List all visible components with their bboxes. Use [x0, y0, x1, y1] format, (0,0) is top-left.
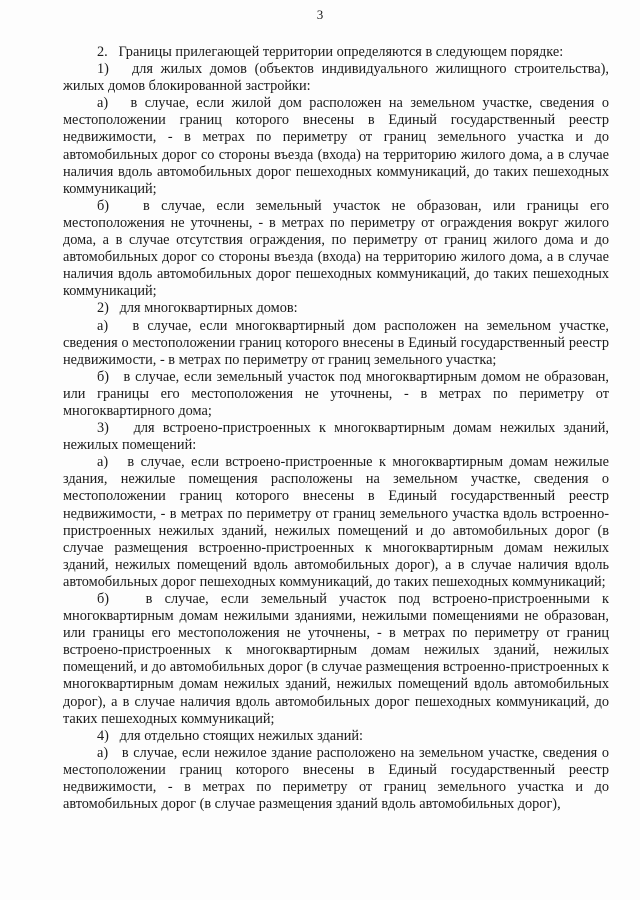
sub-item: б) в случае, если земельный участок не образован, или границы его местоположения не уточнены, - в метрах по периметру от ограждения вокруг жилого дома, а в случае отсутствия ограждения, по периметру от границ жилого дома и до автомобильных дорог со стороны въезда (входа) на территорию жилого дома, а в случае наличия вдоль автомобильных дорог пешеходных коммуникаций, до таких пешеходных коммуникаций;: [63, 197, 609, 300]
sub-item: а) в случае, если многоквартирный дом расположен на земельном участке, сведения о местоположении границ которого внесены в Единый государственный реестр недвижимости, - в метрах по периметру от границ земельного участка;: [63, 317, 609, 368]
list-item: 4) для отдельно стоящих нежилых зданий:: [97, 727, 364, 744]
sub-item: а) в случае, если встроено-пристроенные к многоквартирным домам нежилые здания, нежилые помещения расположены на земельном участке, сведения о местоположении границ которого внесены в Единый государственный реестр недвижимости, - в метрах по периметру от границ земельного участка вдоль встроенно-пристроенных нежилых зданий, нежилых помещений и до автомобильных дорог (в случае размещения встроенно-пристроенных к многоквартирным домам нежилых зданий, нежилых помещений вдоль автомобильных дорог), а в случае наличия вдоль автомобильных дорог пешеходных коммуникаций, до таких пешеходных коммуникаций;: [63, 454, 609, 590]
sub-item: б) в случае, если земельный участок под многоквартирным домом не образован, или границы его местоположения не уточнены, - в метрах по периметру от многоквартирного дома;: [63, 368, 609, 419]
page-number: 3: [316, 7, 324, 22]
sub-item: а) в случае, если жилой дом расположен на земельном участке, сведения о местоположении границ которого внесены в Единый государственный реестр недвижимости, - в метрах по периметру от границ земельного участка и до автомобильных дорог со стороны въезда (входа) на территорию жилого дома, а в случае наличия вдоль автомобильных дорог пешеходных коммуникаций, до таких пешеходных коммуникаций;: [63, 95, 609, 197]
list-item: 3) для встроено-пристроенных к многоквартирным домам нежилых зданий, нежилых помещений:: [63, 420, 609, 454]
section-heading: 2. Границы прилегающей территории определяются в следующем порядке:: [97, 44, 564, 60]
list-item: 1) для жилых домов (объектов индивидуального жилищного строительства), жилых домов блокированной застройки:: [63, 61, 609, 95]
sub-item: б) в случае, если земельный участок под встроено-пристроенными к многоквартирным домам нежилыми зданиями, нежилыми помещениями не образован, или границы его местоположения не уточнены, - в метрах по периметру от границ встроено-пристроенных к многоквартирным домам нежилых зданий, нежилых помещений, и до автомобильных дорог (в случае размещения встроенно-пристроенных к многоквартирным домам нежилых зданий, нежилых помещений вдоль автомобильных дорог), а в случае наличия вдоль автомобильных дорог пешеходных коммуникаций, до таких пешеходных коммуникаций;: [63, 591, 609, 727]
list-item: 2) для многоквартирных домов:: [97, 300, 298, 317]
document-body: [63, 44, 609, 813]
sub-item: а) в случае, если нежилое здание расположено на земельном участке, сведения о местоположении границ которого внесены в Единый государственный реестр недвижимости, - в метрах по периметру от границ земельного участка и до автомобильных дорог (в случае размещения зданий вдоль автомобильных дорог),: [63, 744, 609, 813]
